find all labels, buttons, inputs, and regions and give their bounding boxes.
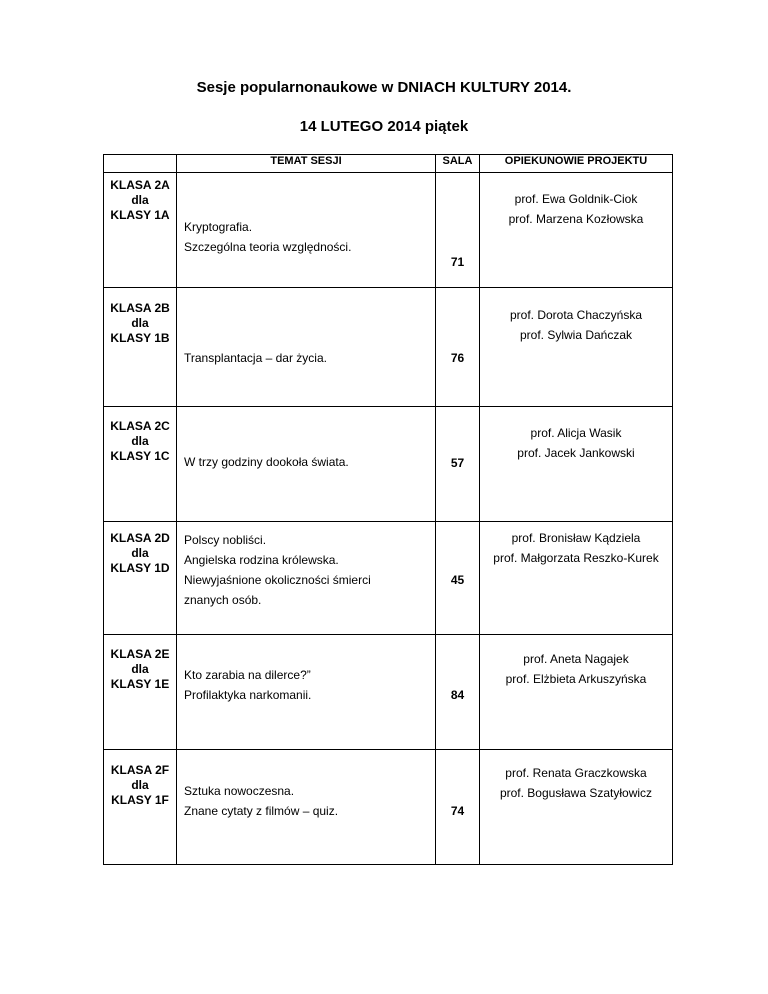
supervisor-name: prof. Małgorzata Reszko-Kurek	[493, 551, 659, 565]
supervisor-name: prof. Sylwia Dańczak	[519, 328, 633, 342]
supervisors-cell	[480, 635, 673, 750]
supervisor-name: prof. Dorota Chaczyńska	[509, 308, 643, 322]
table-row	[104, 173, 673, 288]
class-target: KLASY 1A	[110, 208, 170, 222]
page-title-text: Sesje popularnonaukowe w DNIACH KULTURY 2014	[196, 79, 568, 96]
supervisor-name: prof. Ewa Goldnik-Ciok	[514, 192, 638, 206]
topic-line: W trzy godziny dookoła świata.	[184, 455, 349, 469]
class-for: dla	[131, 434, 149, 448]
page-title	[0, 79, 768, 96]
topic-cell	[177, 750, 436, 865]
room-number: 84	[450, 688, 465, 702]
room-number: 45	[450, 573, 465, 587]
room-cell	[436, 173, 480, 288]
topic-line: Sztuka nowoczesna.	[184, 784, 295, 798]
room-number: 57	[450, 456, 465, 470]
topic-line: Polscy nobliści.	[184, 533, 267, 547]
supervisors-cell	[480, 173, 673, 288]
class-cell	[104, 750, 177, 865]
supervisor-name: prof. Elżbieta Arkuszyńska	[505, 672, 647, 686]
class-name: KLASA 2B	[110, 301, 170, 315]
class-for: dla	[131, 778, 149, 792]
topic-line: Niewyjaśnione okoliczności śmierci	[184, 573, 371, 587]
topic-cell	[177, 173, 436, 288]
class-name: KLASA 2F	[110, 763, 170, 777]
room-number: 76	[450, 351, 465, 365]
page-title-dot: .	[567, 79, 572, 96]
room-cell	[436, 635, 480, 750]
supervisor-name: prof. Renata Graczkowska	[505, 766, 647, 780]
topic-line: znanych osób.	[184, 593, 262, 607]
supervisor-name: prof. Jacek Jankowski	[517, 446, 635, 460]
topic-line: Profilaktyka narkomanii.	[184, 688, 312, 702]
header-class	[104, 155, 177, 173]
table-row	[104, 750, 673, 865]
topic-line: Znane cytaty z filmów – quiz.	[184, 804, 339, 818]
table-row	[104, 407, 673, 522]
supervisor-name: prof. Marzena Kozłowska	[508, 212, 644, 226]
topic-cell	[177, 288, 436, 407]
table-row	[104, 635, 673, 750]
class-target: KLASY 1B	[110, 331, 170, 345]
topic-line: Angielska rodzina królewska.	[184, 553, 339, 567]
supervisor-name: prof. Bronisław Kądziela	[511, 531, 641, 545]
class-name: KLASA 2E	[110, 647, 170, 661]
supervisors-cell	[480, 750, 673, 865]
topic-line: Transplantacja – dar życia.	[184, 351, 327, 365]
room-number: 71	[450, 255, 465, 269]
topic-line: Szczególna teoria względności.	[184, 240, 352, 254]
supervisor-name: prof. Alicja Wasik	[530, 426, 622, 440]
header-topic: TEMAT SESJI	[177, 155, 436, 173]
class-target: KLASY 1E	[110, 677, 170, 691]
room-cell	[436, 750, 480, 865]
sessions-table	[103, 154, 673, 865]
class-target: KLASY 1C	[110, 449, 170, 463]
topic-cell	[177, 522, 436, 635]
class-for: dla	[131, 662, 149, 676]
supervisors-cell	[480, 288, 673, 407]
table-header-row	[104, 155, 673, 173]
class-for: dla	[131, 316, 149, 330]
topic-cell	[177, 635, 436, 750]
class-cell	[104, 407, 177, 522]
table-row	[104, 522, 673, 635]
topic-line: Kryptografia.	[184, 220, 253, 234]
room-cell	[436, 288, 480, 407]
class-name: KLASA 2D	[110, 531, 170, 545]
header-supervisors: OPIEKUNOWIE PROJEKTU	[480, 155, 673, 173]
header-room: SALA	[436, 155, 480, 173]
room-cell	[436, 407, 480, 522]
class-cell	[104, 635, 177, 750]
supervisors-cell	[480, 407, 673, 522]
topic-line: Kto zarabia na dilerce?”	[184, 668, 311, 682]
class-for: dla	[131, 193, 149, 207]
room-cell	[436, 522, 480, 635]
topic-cell	[177, 407, 436, 522]
class-cell	[104, 288, 177, 407]
class-target: KLASY 1D	[110, 561, 170, 575]
class-name: KLASA 2A	[110, 178, 170, 192]
class-target: KLASY 1F	[111, 793, 169, 807]
class-for: dla	[131, 546, 149, 560]
table-row	[104, 288, 673, 407]
room-number: 74	[450, 804, 465, 818]
event-date: 14 LUTEGO 2014 piątek	[299, 118, 469, 135]
class-cell	[104, 522, 177, 635]
class-name: KLASA 2C	[110, 419, 170, 433]
supervisors-cell	[480, 522, 673, 635]
supervisor-name: prof. Aneta Nagajek	[523, 652, 629, 666]
class-cell	[104, 173, 177, 288]
supervisor-name: prof. Bogusława Szatyłowicz	[499, 786, 653, 800]
